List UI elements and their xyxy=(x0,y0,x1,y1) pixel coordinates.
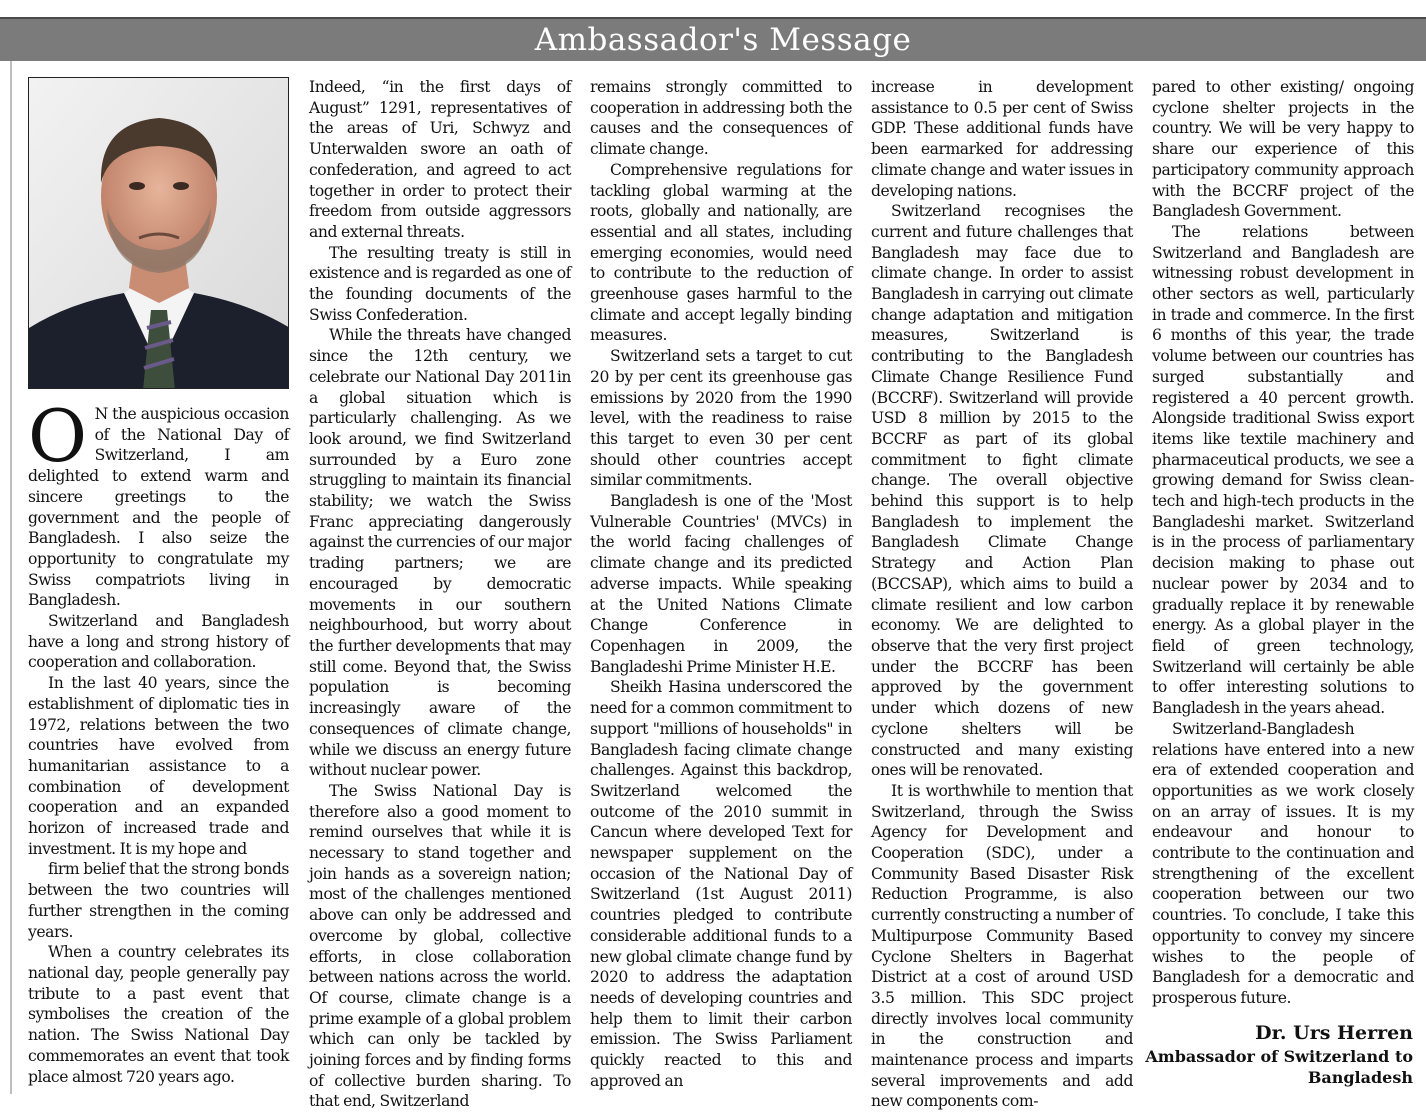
article-column-4 xyxy=(871,77,1133,1112)
column-rule xyxy=(10,61,12,1094)
article-paragraph: increase in development assistance to 0.5 per cent of Swiss GDP. These additional funds have been earmarked for addressing climate change and water issues in developing nations. xyxy=(871,78,1133,200)
article-column-3 xyxy=(590,77,852,1091)
article-paragraph: Comprehensive regulations for tackling global warming at the roots, globally and nationally, are essential and all states, including emerging economies, would need to contribute to the reduction of greenhouse gases harmful to the climate and accept legally binding measures. xyxy=(590,160,852,345)
article-column-5 xyxy=(1152,77,1414,1009)
article-column-1 xyxy=(28,394,289,1087)
article-paragraph: Switzerland sets a target to cut 20 by per cent its greenhouse gas emissions by 2020 from the 1990 level, with the readiness to raise this target to even 30 per cent should other countries accept similar commitments. xyxy=(590,347,852,490)
article-paragraph: When a country celebrates its national day, people generally pay tribute to a past event that symbolises the creation of the nation. The Swiss National Day commemorates an event that took place almost 720 years ago. xyxy=(28,943,289,1086)
article-paragraph: remains strongly committed to cooperation in addressing both the causes and the consequences of climate change. xyxy=(590,78,852,159)
article-paragraph: The Swiss National Day is therefore also a good moment to remind ourselves that while it is necessary to stand together and join hands as a sovereign nation; most of the challenges mentioned above can only be addressed and overcome by global, collective efforts, in close collaboration between nations across the world. Of course, climate change is a prime example of a global problem which can only be tackled by joining forces and by finding forms of collective burden sharing. To that end, Switzerland xyxy=(309,781,571,1111)
drop-cap: O xyxy=(28,394,87,478)
article-paragraph: pared to other existing/ ongoing cyclone shelter projects in the country. We will be very happy to share our experience of this participatory community approach with the BCCRF project of the Bangladesh Government. xyxy=(1152,78,1414,221)
article-paragraph: Switzerland-Bangladesh relations have entered into a new era of extended cooperation and opportunities as we work closely on an array of issues. It is my endeavour and honour to contribute to the continuation and strengthening of the excellent cooperation between our two countries. To conclude, I take this opportunity to convey my sincere wishes to the people of Bangladesh for a democratic and prosperous future. xyxy=(1152,719,1414,1007)
article-paragraph: Sheikh Hasina underscored the need for a common commitment to support "millions of households" in Bangladesh facing climate change challenges. Against this backdrop, Switzerland welcomed the outcome of the 2010 summit in Cancun where developed Text for newspaper supplement on the occasion of the National Day of Switzerland (1st August 2011) countries pledged to contribute considerable additional funds to a new global climate change fund by 2020 to address the adaptation needs of developing countries and help them to limit their carbon emission. The Swiss Parliament quickly reacted to this and approved an xyxy=(590,678,852,1090)
article-paragraph: The resulting treaty is still in existence and is regarded as one of the founding documents of the Swiss Confederation. xyxy=(309,243,571,324)
article-paragraph: Switzerland recognises the current and future challenges that Bangladesh may face due to climate change. In order to assist Bangladesh in carrying out climate change adaptation and mitigation measures, Switzerland is contributing to the Bangladesh Climate Change Resilience Fund (BCCRF). Switzerland will provide USD 8 million by 2015 to the BCCRF as part of its global commitment to fight climate change. The overall objective behind this support is to help Bangladesh to implement the Bangladesh Climate Change Strategy and Action Plan (BCCSAP), which aims to build a climate resilient and low carbon economy. We are delighted to observe that the very first project under the BCCRF has been approved by the government under which dozens of new cyclone shelters will be constructed and many existing ones will be renovated. xyxy=(871,202,1133,780)
ambassador-photo xyxy=(28,77,289,389)
header-banner xyxy=(0,17,1426,61)
article-paragraph: It is worthwhile to mention that Switzerland, through the Swiss Agency for Development and Cooperation (SDC), under a Community Based Disaster Risk Reduction Programme, is also currently constructing a number of Multipurpose Community Based Cyclone Shelters in Bagerhat District at a cost of around USD 3.5 million. This SDC project directly involves local community in the construction and maintenance process and imparts several improvements and add new components com- xyxy=(871,781,1133,1111)
article-paragraph: Bangladesh is one of the 'Most Vulnerable Countries' (MVCs) in the world facing challenges of climate change and its predicted adverse impacts. While speaking at the United Nations Climate Change Conference in Copenhagen in 2009, the Bangladeshi Prime Minister H.E. xyxy=(590,492,852,676)
article-paragraph: While the threats have changed since the 12th century, we celebrate our National Day 2011in a global situation which is particularly challenging. As we look around, we find Switzerland surrounded by a Euro zone struggling to maintain its financial stability; we watch the Swiss Franc appreciating dangerously against the currencies of our major trading partners; we are encouraged by democratic movements in our southern neighbourhood, but worry about the further developments that may still come. Beyond that, the Swiss population is becoming increasingly aware of the consequences of climate change, while we discuss an energy future without nuclear power. xyxy=(309,326,571,780)
article-paragraph: Switzerland and Bangladesh have a long and strong history of cooperation and collaboration. xyxy=(28,612,289,672)
article-paragraph: firm belief that the strong bonds between the two countries will further strengthen in the coming years. xyxy=(28,860,289,941)
article-paragraph: The relations between Switzerland and Bangladesh are witnessing robust development in other sectors as well, particularly in trade and commerce. In the first 6 months of this year, the trade volume between our countries has surged substantially and registered a 40 percent growth. Alongside traditional Swiss export items like textile machinery and pharmaceutical products, we see a growing demand for Swiss clean-tech and high-tech products in the Bangladeshi market. Switzerland is in the process of parliamentary decision making to phase out nuclear power by 2034 and to gradually replace it by renewable energy. As a global player in the field of green technology, Switzerland will certainly be able to offer interesting solutions to Bangladesh in the years ahead. xyxy=(1152,222,1414,718)
page-title: Ambassador's Message xyxy=(534,22,912,58)
signature-title: Ambassador of Switzerland to Bangladesh xyxy=(1145,1047,1413,1087)
article-paragraph: In the last 40 years, since the establishment of diplomatic ties in 1972, relations between the two countries have evolved from humanitarian assistance to a combination of development cooperation and an expanded horizon of increased trade and investment. It is my hope and xyxy=(28,674,289,858)
article-column-2 xyxy=(309,77,571,1112)
article-paragraph: O N the auspicious occasion of the National Day of Switzerland, I am delighted to extend warm and sincere greetings to the government and the people of Bangladesh. I also seize the opportunity to congratulate my Swiss compatriots living in Bangladesh. xyxy=(28,394,289,610)
article-paragraph: Indeed, “in the first days of August” 1291, representatives of the areas of Uri, Schwyz and Unterwalden swore an oath of confederation, and agreed to act together in order to protect their freedom from outside aggressors and external threats. xyxy=(309,78,571,241)
signature-name: Dr. Urs Herren xyxy=(1255,1022,1413,1044)
portrait-image xyxy=(29,78,289,389)
